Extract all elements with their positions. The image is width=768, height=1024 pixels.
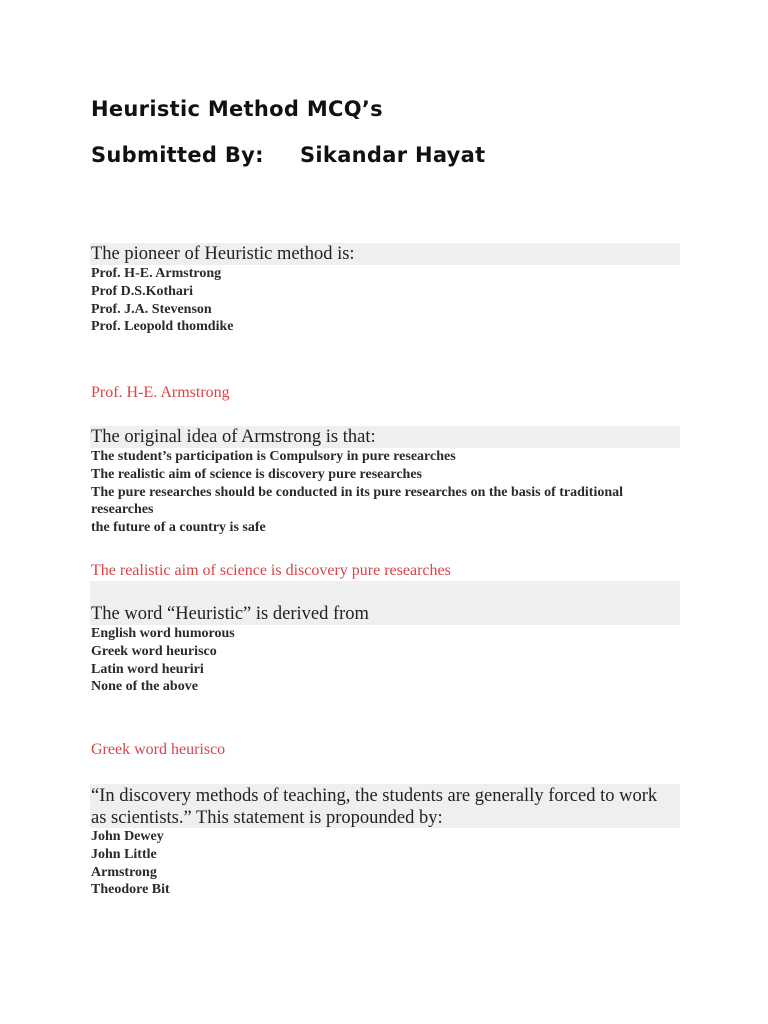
- option: Latin word heuriri: [91, 661, 204, 677]
- option: John Dewey: [91, 829, 164, 844]
- option: John Little: [91, 846, 157, 862]
- document-title: Heuristic Method MCQ’s: [91, 97, 383, 121]
- option: None of the above: [91, 679, 198, 695]
- options-list-3: [91, 625, 676, 696]
- option: Prof D.S.Kothari: [91, 283, 194, 299]
- question-4: “In discovery methods of teaching, the students are generally forced to work as scientists.” This statement is propounded by:: [91, 786, 658, 828]
- option: The realistic aim of science is discovery pure researches: [91, 466, 423, 482]
- submitted-by-label: Submitted By:: [91, 143, 264, 167]
- option: The pure researches should be conducted in its pure researches on the basis of traditional researches: [91, 484, 624, 518]
- question-3: The word “Heuristic” is derived from: [91, 604, 369, 624]
- option: The student’s participation is Compulsory in pure researches: [91, 449, 456, 464]
- option: Prof. Leopold thomdike: [91, 319, 234, 335]
- options-list-4: [91, 828, 676, 899]
- question-2: The original idea of Armstrong is that:: [91, 427, 376, 447]
- question-1: The pioneer of Heuristic method is:: [91, 244, 355, 264]
- option: Greek word heurisco: [91, 643, 217, 659]
- option: Prof. H-E. Armstrong: [91, 266, 222, 281]
- answer-3: Greek word heurisco: [91, 741, 226, 758]
- answer-2: The realistic aim of science is discovery pure researches: [91, 562, 451, 579]
- option: Armstrong: [91, 864, 157, 880]
- option: Theodore Bit: [91, 882, 170, 898]
- option: English word humorous: [91, 626, 235, 641]
- option: Prof. J.A. Stevenson: [91, 301, 212, 317]
- submitted-by: [91, 143, 486, 167]
- answer-1: Prof. H-E. Armstrong: [91, 384, 230, 401]
- author-name: Sikandar Hayat: [300, 143, 486, 167]
- options-list-1: [91, 265, 676, 336]
- option: the future of a country is safe: [91, 520, 266, 536]
- options-list-2: [91, 448, 676, 537]
